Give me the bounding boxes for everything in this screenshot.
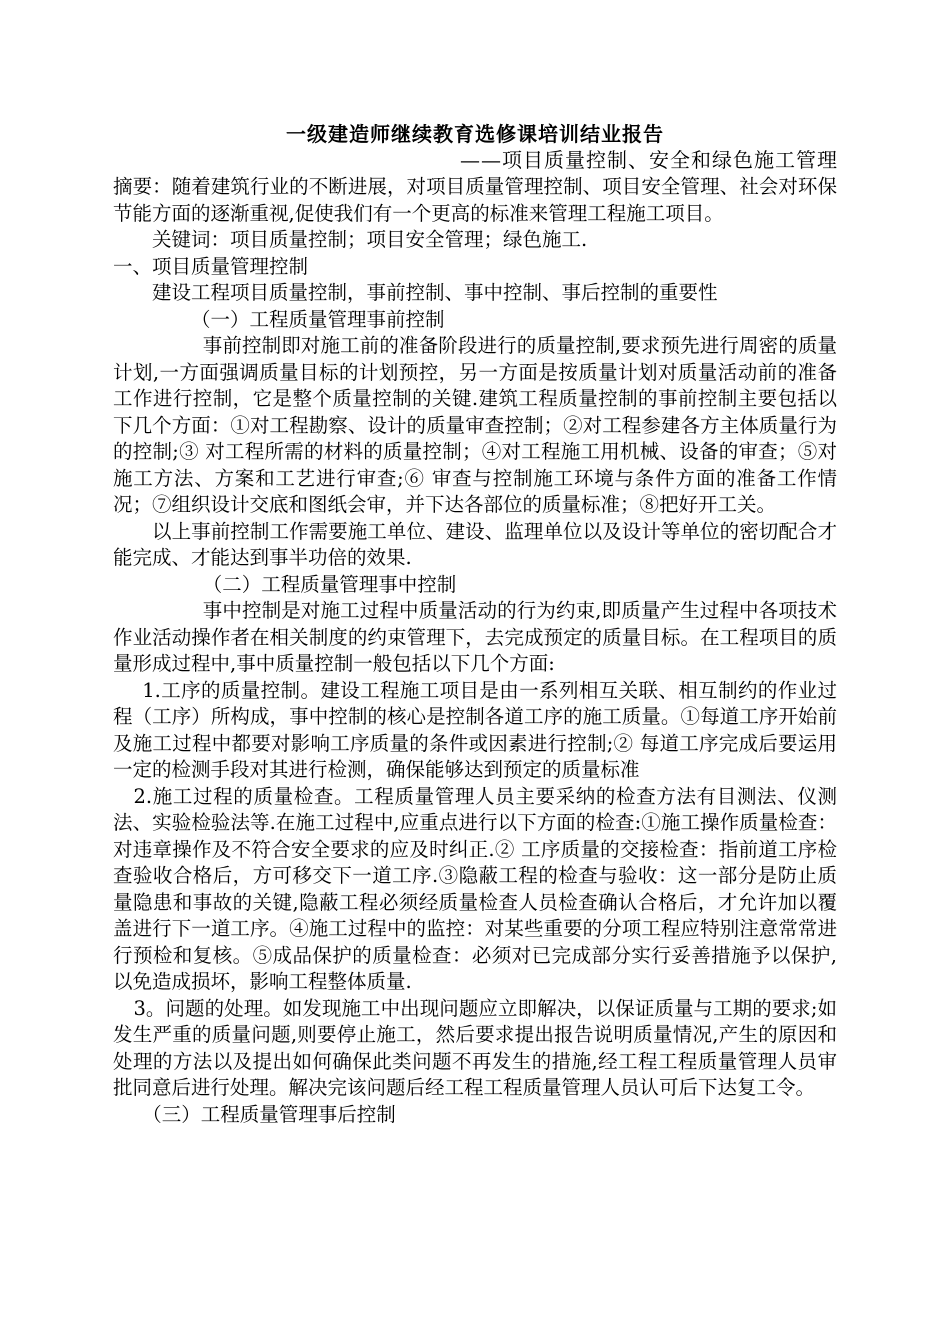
abstract-paragraph: 摘要：随着建筑行业的不断进展，对项目质量管理控制、项目安全管理、社会对环保节能方面的逐渐重视,促使我们有一个更高的标准来管理工程施工项目。 [113, 175, 837, 225]
list-item-3: 3。问题的处理。如发现施工中出现问题应立即解决，以保证质量与工期的要求;如发生严重的质量问题,则要停止施工，然后要求提出报告说明质量情况,产生的原因和处理的方法以及提出如何确保此类问题不再发生的措施,经工程工程质量管理人员审批同意后进行处理。解决完该问题后经工程工程质量管理人员认可后下达复工令。 [113, 996, 837, 1099]
document-title: 一级建造师继续教育选修课培训结业报告 [286, 122, 664, 146]
list-item-2: 2.施工过程的质量检查。工程质量管理人员主要采纳的检查方法有目测法、仪测法、实验检验法等.在施工过程中,应重点进行以下方面的检查:①施工操作质量检查：对违章操作及不符合安全要求的应及时纠正.② 工序质量的交接检查：指前道工序检查验收合格后，方可移交下一道工序.③隐蔽工程的检查与验收：这一部分是防止质量隐患和事故的关键,隐蔽工程必须经质量检查人员检查确认合格后，才允许加以覆盖进行下一道工序。④施工过程中的监控：对某些重要的分项工程应特别注意常常进行预检和复核。⑤成品保护的质量检查：必须对已完成部分实行妥善措施予以保护,以免造成损坏，影响工程整体质量. [113, 784, 837, 993]
list-item-1: 1.工序的质量控制。建设工程施工项目是由一系列相互关联、相互制约的作业过程（工序）所构成，事中控制的核心是控制各道工序的施工质量。①每道工序开始前及施工过程中都要对影响工序质量的条件或因素进行控制;② 每道工序完成后要运用一定的检测手段对其进行检测，确保能够达到预定的质量标准 [113, 678, 837, 781]
section-1-intro: 建设工程项目质量控制，事前控制、事中控制、事后控制的重要性 [152, 281, 718, 304]
section-1-heading: 一、项目质量管理控制 [113, 254, 309, 278]
subsection-1-heading: （一）工程质量管理事前控制 [191, 307, 445, 331]
document-subtitle: ——项目质量控制、安全和绿色施工管理 [460, 148, 838, 172]
subsection-2-paragraph-1: 事中控制是对施工过程中质量活动的行为约束,即质量产生过程中各项技术作业活动操作者在相关制度的约束管理下，去完成预定的质量目标。在工程项目的质量形成过程中,事中质量控制一般包括以下几个方面: [113, 599, 837, 675]
subsection-1-paragraph-1: 事前控制即对施工前的准备阶段进行的质量控制,要求预先进行周密的质量计划,一方面强调质量目标的计划预控，另一方面是按质量计划对质量活动前的准备工作进行控制，它是整个质量控制的关键.建筑工程质量控制的事前控制主要包括以下几个方面：①对工程勘察、设计的质量审查控制；②对工程参建各方主体质量行为的控制;③ 对工程所需的材料的质量控制；④对工程施工用机械、设备的审查；⑤对施工方法、方案和工艺进行审查;⑥ 审查与控制施工环境与条件方面的准备工作情况；⑦组织设计交底和图纸会审，并下达各部位的质量标准；⑧把好开工关。 [113, 334, 837, 516]
subsection-1-paragraph-2: 以上事前控制工作需要施工单位、建设、监理单位以及设计等单位的密切配合才能完成、才能达到事半功倍的效果. [113, 519, 837, 569]
subsection-2-heading: （二）工程质量管理事中控制 [202, 572, 457, 596]
subsection-3-heading: （三）工程质量管理事后控制 [142, 1102, 396, 1126]
document-body [113, 174, 837, 1128]
keywords-paragraph: 关键词：项目质量控制；项目安全管理；绿色施工. [152, 228, 588, 251]
